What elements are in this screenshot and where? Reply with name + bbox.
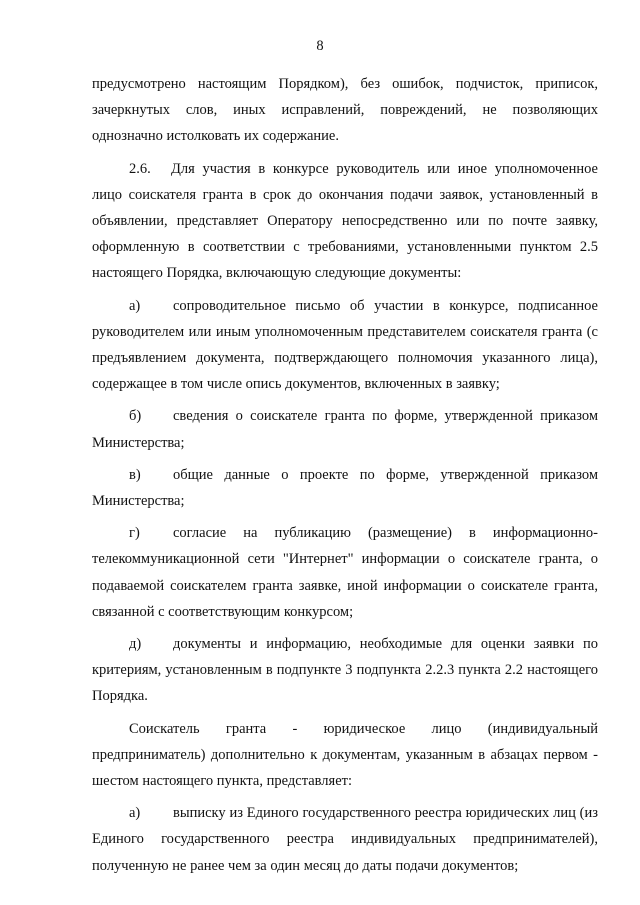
- list-marker: а): [129, 805, 141, 822]
- list-item-a: [92, 293, 598, 398]
- list-item-a-extract: [92, 800, 598, 879]
- document-body: [92, 71, 598, 879]
- list-marker: б): [129, 408, 142, 425]
- list-item-v: [92, 462, 598, 514]
- paragraph-text: Для участия в конкурсе руководитель или иное уполномоченное лицо соискателя гранта в срок до окончания подачи заявок, установленный в объявлении, представляет Оператору непосредственно или по почте заявку, оформленную в соответствии с требованиями, установленными пунктом 2.5 настоящего Порядка, включающую следующие документы:: [92, 160, 598, 282]
- list-item-b: [92, 403, 598, 455]
- paragraph-continuation: предусмотрено настоящим Порядком), без ошибок, подчисток, приписок, зачеркнутых слов, иных исправлений, повреждений, не позволяющих однозначно истолковать их содержание.: [92, 76, 598, 145]
- list-marker: в): [129, 466, 141, 483]
- paragraph-2-6: [92, 156, 598, 287]
- paragraph-number: 2.6.: [129, 160, 151, 177]
- paragraph-legal-entity: Соискатель гранта - юридическое лицо (индивидуальный предприниматель) дополнительно к документам, указанным в абзацах первом - шестом настоящего пункта, представляет:: [92, 720, 598, 790]
- list-item-text: сопроводительное письмо об участии в конкурсе, подписанное руководителем или иным уполномоченным представителем соискателя гранта (с предъявлением документа, подтверждающего полномочия указанного лица), содержащее в том числе опись документов, включенных в заявку;: [92, 297, 598, 393]
- list-item-text: документы и информацию, необходимые для оценки заявки по критериям, установленным в подпункте 3 подпункта 2.2.3 пункта 2.2 настоящего Порядка.: [92, 636, 598, 705]
- list-marker: г): [129, 525, 140, 542]
- list-item-text: сведения о соискателе гранта по форме, утвержденной приказом Министерства;: [92, 408, 598, 451]
- list-item-text: выписку из Единого государственного реестра юридических лиц (из Единого государственного реестра индивидуальных предпринимателей), полученную не ранее чем за один месяц до даты подачи документов;: [92, 805, 598, 874]
- list-marker: д): [129, 636, 142, 653]
- list-marker: а): [129, 297, 141, 314]
- list-item-g: [92, 520, 598, 625]
- list-item-text: общие данные о проекте по форме, утвержденной приказом Министерства;: [92, 466, 598, 510]
- list-item-text: согласие на публикацию (размещение) в информационно-телекоммуникационной сети "Интернет" информации о соискателе гранта, о подаваемой соискателем гранта заявке, иной информации о соискателе гранта, связанной с соответствующим конкурсом;: [92, 525, 598, 620]
- page-number: 8: [316, 38, 324, 54]
- list-item-d: [92, 631, 598, 710]
